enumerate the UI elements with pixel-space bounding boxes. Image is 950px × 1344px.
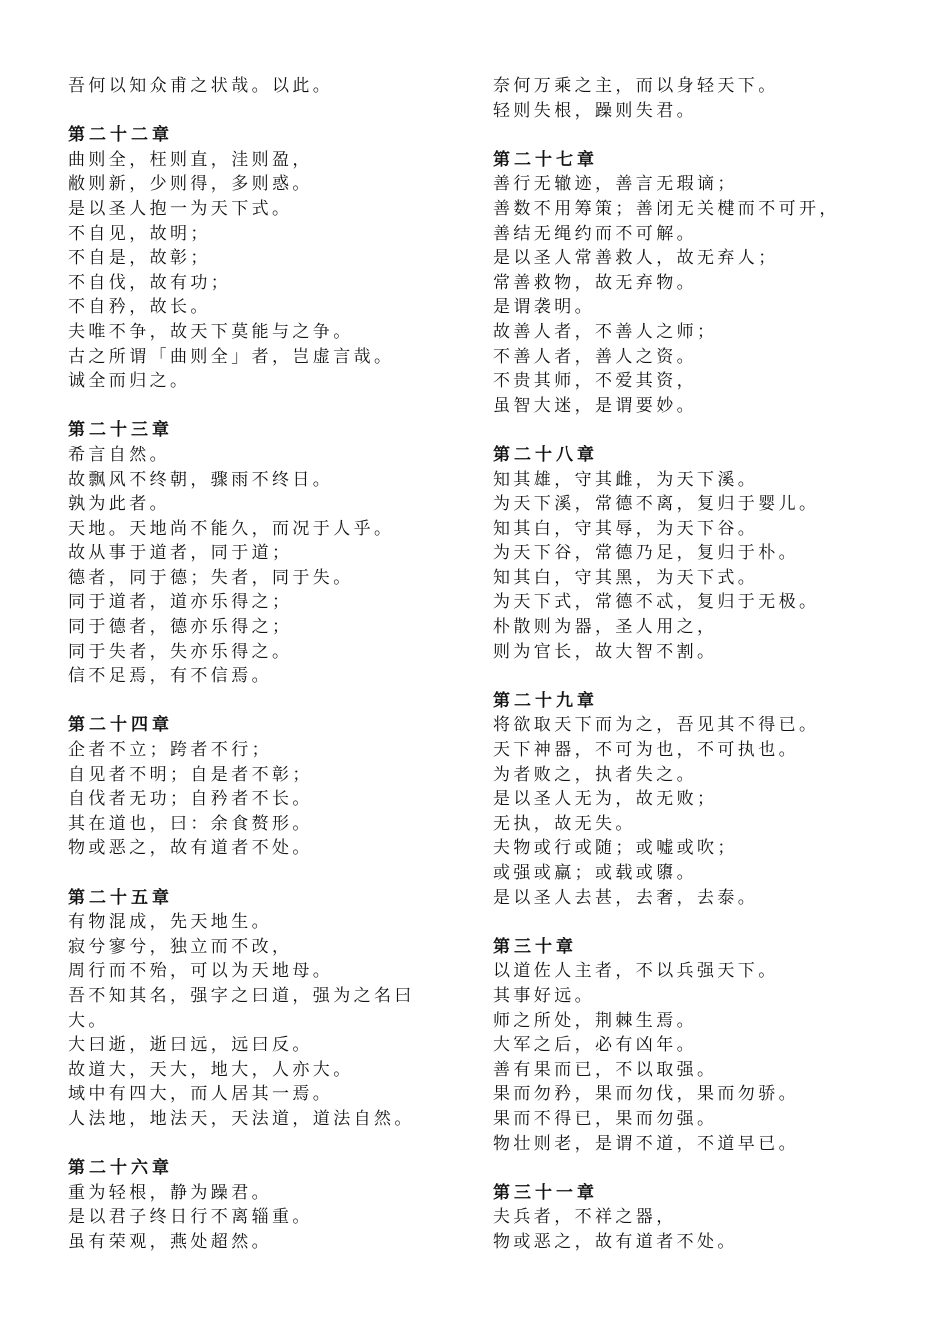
text-line: 物壮则老，是谓不道，不道早已。 xyxy=(493,1133,799,1154)
text-line: 将欲取天下而为之，吾见其不得已。 xyxy=(493,715,820,736)
text-line: 不善人者，善人之资。 xyxy=(493,346,697,367)
text-line: 其在道也，曰：余食赘形。 xyxy=(68,813,313,834)
text-line: 其事好远。 xyxy=(493,985,595,1006)
paragraph-gap xyxy=(493,1156,933,1181)
paragraph-gap xyxy=(493,123,933,148)
text-line: 物或恶之，故有道者不处。 xyxy=(493,1231,738,1252)
text-line: 物或恶之，故有道者不处。 xyxy=(68,838,313,859)
text-line: 不自是，故彰； xyxy=(68,248,211,269)
paragraph-gap xyxy=(493,418,933,443)
right-text-column xyxy=(493,74,933,1255)
text-line: 大军之后，必有凶年。 xyxy=(493,1035,697,1056)
text-line: 人法地，地法天，天法道，道法自然。 xyxy=(68,1108,415,1129)
text-line: 吾何以知众甫之状哉。以此。 xyxy=(68,76,334,96)
paragraph-gap xyxy=(68,99,478,124)
chapter-heading: 第二十八章 xyxy=(493,444,598,465)
text-line: 无执，故无失。 xyxy=(493,813,636,834)
text-line: 是以圣人无为，故无败； xyxy=(493,789,718,810)
text-line: 善有果而已，不以取强。 xyxy=(493,1059,718,1080)
text-line: 常善救物，故无弃物。 xyxy=(493,272,697,293)
text-line: 为天下式，常德不忒，复归于无极。 xyxy=(493,592,820,613)
left-text-column xyxy=(68,74,478,1255)
text-line: 故善人者，不善人之师； xyxy=(493,321,718,342)
text-line: 以道佐人主者，不以兵强天下。 xyxy=(493,961,779,982)
text-line: 古之所谓「曲则全」者，岂虚言哉。 xyxy=(68,346,395,367)
text-line: 轻则失根，躁则失君。 xyxy=(493,100,697,121)
text-line: 企者不立；跨者不行； xyxy=(68,740,272,761)
text-line: 夫唯不争，故天下莫能与之争。 xyxy=(68,321,354,342)
chapter-heading: 第二十六章 xyxy=(68,1158,173,1179)
chapter-heading: 第二十五章 xyxy=(68,887,173,908)
text-line: 虽智大迷，是谓要妙。 xyxy=(493,395,697,416)
text-line: 天地。天地尚不能久，而况于人乎。 xyxy=(68,518,395,539)
text-line: 是以君子终日行不离辎重。 xyxy=(68,1207,313,1228)
chapter-heading: 第三十章 xyxy=(493,936,577,957)
text-line: 故从事于道者，同于道； xyxy=(68,543,293,564)
text-line: 为天下溪，常德不离，复归于婴儿。 xyxy=(493,494,820,515)
text-line: 故道大，天大，地大，人亦大。 xyxy=(68,1059,354,1080)
paragraph-gap xyxy=(68,689,478,714)
chapter-heading: 第三十一章 xyxy=(493,1182,598,1203)
paragraph-gap xyxy=(493,910,933,935)
text-line: 为者败之，执者失之。 xyxy=(493,764,697,785)
chapter-heading: 第二十九章 xyxy=(493,690,598,711)
paragraph-gap xyxy=(68,861,478,886)
text-line: 师之所处，荆棘生焉。 xyxy=(493,1010,697,1031)
text-line: 吾不知其名，强字之曰道，强为之名曰 xyxy=(68,985,415,1006)
text-line: 敝则新，少则得，多则惑。 xyxy=(68,174,313,195)
text-line: 信不足焉，有不信焉。 xyxy=(68,666,272,687)
text-line: 知其白，守其黑，为天下式。 xyxy=(493,567,759,588)
text-line: 奈何万乘之主，而以身轻天下。 xyxy=(493,76,779,96)
text-line: 善行无辙迹，善言无瑕谪； xyxy=(493,174,738,195)
paragraph-gap xyxy=(68,1132,478,1157)
text-line: 天下神器，不可为也，不可执也。 xyxy=(493,740,799,761)
chapter-heading: 第二十三章 xyxy=(68,420,173,441)
text-line: 希言自然。 xyxy=(68,444,170,465)
text-line: 曲则全，枉则直，洼则盈， xyxy=(68,149,313,170)
text-line: 或强或羸；或载或隳。 xyxy=(493,863,697,883)
text-line: 则为官长，故大智不割。 xyxy=(493,641,718,662)
text-line: 域中有四大，而人居其一焉。 xyxy=(68,1084,334,1105)
text-line: 自见者不明；自是者不彰； xyxy=(68,764,313,785)
chapter-heading: 第二十四章 xyxy=(68,715,173,736)
text-line: 是以圣人去甚，去奢，去泰。 xyxy=(493,887,759,908)
text-line: 孰为此者。 xyxy=(68,494,170,515)
paragraph-gap xyxy=(68,394,478,419)
text-line: 善结无绳约而不可解。 xyxy=(493,223,697,244)
text-line: 知其白，守其辱，为天下谷。 xyxy=(493,518,759,539)
text-line: 寂兮寥兮，独立而不改， xyxy=(68,936,293,957)
text-line: 不贵其师，不爱其资， xyxy=(493,371,697,392)
text-line: 大。 xyxy=(68,1010,109,1031)
text-line: 有物混成，先天地生。 xyxy=(68,912,272,933)
text-line: 为天下谷，常德乃足，复归于朴。 xyxy=(493,543,799,564)
text-line: 不自见，故明； xyxy=(68,223,211,244)
text-line: 是以圣人常善救人，故无弃人； xyxy=(493,248,779,269)
text-line: 知其雄，守其雌，为天下溪。 xyxy=(493,469,759,490)
paragraph-gap xyxy=(493,664,933,689)
text-line: 果而勿矜，果而勿伐，果而勿骄。 xyxy=(493,1084,799,1105)
chapter-heading: 第二十二章 xyxy=(68,125,173,146)
text-line: 诚全而归之。 xyxy=(68,371,191,392)
text-line: 同于道者，道亦乐得之； xyxy=(68,592,293,613)
text-line: 是谓袭明。 xyxy=(493,297,595,318)
text-line: 重为轻根，静为躁君。 xyxy=(68,1182,272,1203)
text-line: 周行而不殆，可以为天地母。 xyxy=(68,961,334,982)
text-line: 大曰逝，逝曰远，远曰反。 xyxy=(68,1035,313,1056)
text-line: 同于失者，失亦乐得之。 xyxy=(68,641,293,662)
text-line: 善数不用筹策；善闭无关楗而不可开， xyxy=(493,198,840,219)
text-line: 夫物或行或随；或嘘或吹； xyxy=(493,838,738,859)
text-line: 德者，同于德；失者，同于失。 xyxy=(68,567,354,588)
text-line: 是以圣人抱一为天下式。 xyxy=(68,198,293,219)
text-line: 同于德者，德亦乐得之； xyxy=(68,617,293,638)
text-line: 自伐者无功；自矜者不长。 xyxy=(68,789,313,810)
text-line: 夫兵者，不祥之器， xyxy=(493,1207,677,1228)
text-line: 不自伐，故有功； xyxy=(68,272,232,293)
text-line: 故飘风不终朝，骤雨不终日。 xyxy=(68,469,334,490)
chapter-heading: 第二十七章 xyxy=(493,149,598,170)
text-line: 虽有荣观，燕处超然。 xyxy=(68,1231,272,1252)
text-line: 朴散则为器，圣人用之， xyxy=(493,617,718,638)
text-line: 不自矜，故长。 xyxy=(68,297,211,318)
text-line: 果而不得已，果而勿强。 xyxy=(493,1108,718,1129)
